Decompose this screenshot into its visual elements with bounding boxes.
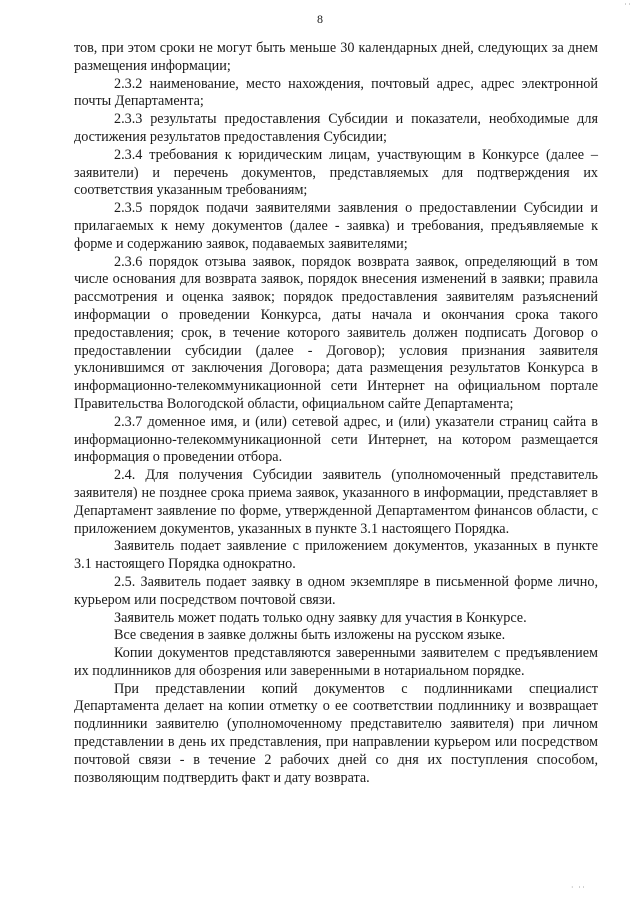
scan-corner-mark: ˙˙	[624, 2, 632, 12]
paragraph-document-copies: Копии документов представляются заверенными заявителем с предъявлением их подлинников для обозрения или заверенными в нотариальном порядке.	[74, 645, 598, 679]
paragraph-2-5: 2.5. Заявитель подает заявку в одном экземпляре в письменной форме лично, курьером или посредством почтовой связи.	[74, 573, 598, 608]
scan-bottom-mark: ˙ ˙˙	[570, 885, 586, 895]
paragraph-2-3-5: 2.3.5 порядок подачи заявителями заявления о предоставлении Субсидии и прилагаемых к нему документов (далее - заявка) и требования, предъявляемые к форме и содержанию заявок, подаваемых заявителями;	[74, 200, 598, 252]
paragraph-russian-language: Все сведения в заявке должны быть изложены на русском языке.	[114, 627, 506, 644]
page-number: 8	[317, 12, 323, 26]
document-body	[74, 40, 598, 787]
paragraph-one-application: Заявитель может подать только одну заявку для участия в Конкурсе.	[114, 609, 527, 626]
paragraph-2-3-7: 2.3.7 доменное имя, и (или) сетевой адрес, и (или) указатели страниц сайта в информационно-телекоммуникационной сети Интернет, на котором размещается информация о проведении отбора.	[74, 413, 598, 466]
paragraph-originals-return: При представлении копий документов с подлинниками специалист Департамента делает на копии отметку о ее соответствии подлиннику и возвращает подлинники заявителю (уполномоченному представителю заявителя) при личном представлении в день их представления, при направлении курьером или посредством почтовой связи - в течение 2 рабочих дней со дня их поступления способом, позволяющим подтвердить факт и дату возврата.	[74, 680, 598, 786]
paragraph-continuation: тов, при этом сроки не могут быть меньше 30 календарных дней, следующих за днем размещения информации;	[74, 40, 598, 74]
paragraph-2-4: 2.4. Для получения Субсидии заявитель (уполномоченный представитель заявителя) не позднее срока приема заявок, указанного в информации, представляет в Департамент заявление по форме, утвержденной Департаментом финансов области, с приложением документов, указанных в пункте 3.1 настоящего Порядка.	[74, 467, 598, 537]
paragraph-2-3-4: 2.3.4 требования к юридическим лицам, участвующим в Конкурсе (далее – заявители) и перечень документов, представляемых для подтверждения их соответствия указанным требованиям;	[74, 146, 598, 199]
paragraph-applicant-once: Заявитель подает заявление с приложением документов, указанных в пункте 3.1 настоящего Порядка однократно.	[74, 538, 598, 573]
paragraph-2-3-3: 2.3.3 результаты предоставления Субсидии и показатели, необходимые для достижения результатов предоставления Субсидии;	[74, 111, 598, 145]
paragraph-2-3-6: 2.3.6 порядок отзыва заявок, порядок возврата заявок, определяющий в том числе основания для возврата заявок, порядок внесения изменений в заявки; правила рассмотрения и оценка заявок; порядок предоставления заявителям разъяснений информации о проведении Конкурса, даты начала и окончания срока такого предоставления; срок, в течение которого заявитель должен подписать Договор о предоставлении субсидии (далее - Договор); условия признания заявителя уклонившимся от заключения Договора; дата размещения результатов Конкурса в информационно-телекоммуникационной сети Интернет на официальном портале Правительства Вологодской области, официальном сайте Департамента;	[74, 253, 598, 412]
paragraph-2-3-2: 2.3.2 наименование, место нахождения, почтовый адрес, адрес электронной почты Департамента;	[74, 75, 598, 110]
